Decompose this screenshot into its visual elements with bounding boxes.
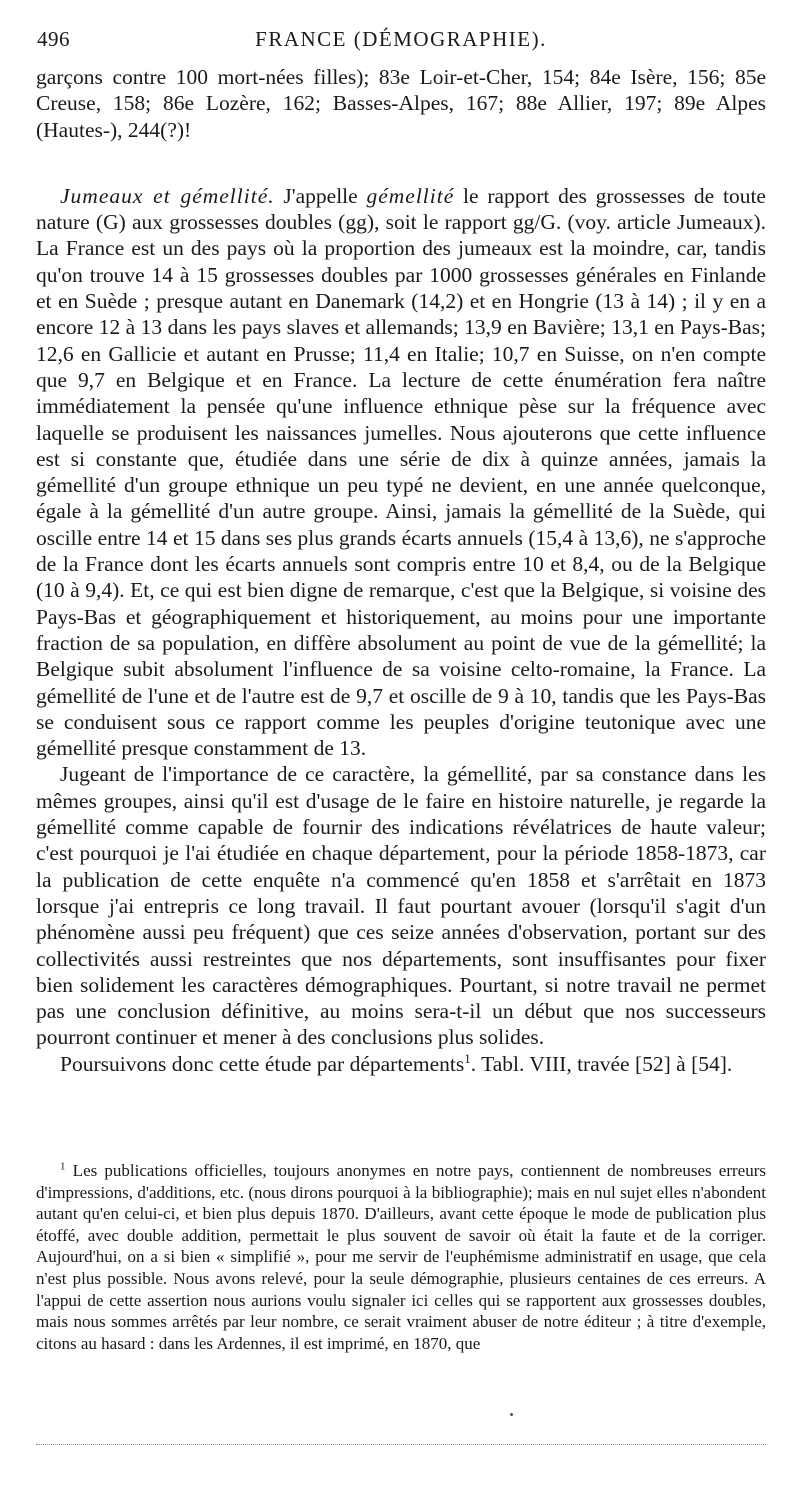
paragraph-text: Poursuivons donc cette étude par départements bbox=[60, 1051, 465, 1076]
body-text bbox=[36, 64, 766, 1077]
paragraph-gap bbox=[36, 143, 766, 183]
footnote-area bbox=[36, 1160, 766, 1354]
section-lead-heading: Jumeaux et gémellité. bbox=[60, 183, 275, 208]
running-title: FRANCE (DÉMOGRAPHIE). bbox=[255, 27, 547, 51]
page-number: 496 bbox=[37, 27, 70, 51]
paragraph-text: le rapport des grossesses de toute nature (G) aux grossesses doubles (gg), soit le rapport gg/G. (voy. article Jumeaux). La France est un des pays où la proportion des jumeaux est la moindre, car, tandis qu'on trouve 14 à 15 grossesses doubles par 1000 grossesses générales en Finlande et en Suède ; presque autant en Danemark (14,2) et en Hongrie (13 à 14) ; il y en a encore 12 à 13 dans les pays slaves et allemands; 13,9 en Bavière; 13,1 en Pays-Bas; 12,6 en Gallicie et autant en Prusse; 11,4 en Italie; 10,7 en Suisse, on n'en compte que 9,7 en Belgique et en France. La lecture de cette énumération fera naître immédiatement la pensée qu'une influence ethnique pèse sur la fréquence avec laquelle se produisent les naissances jumelles. Nous ajouterons que cette influence est si constante que, étudiée dans une série de dix à quinze années, jamais la gémellité d'un groupe ethnique un peu typé ne devient, en une année quelconque, égale à la gémellité d'un autre groupe. Ainsi, jamais la gémellité de la Suède, qui oscille entre 14 et 15 dans ses plus grands écarts annuels (15,4 à 13,6), ne s'approche de la France dont les écarts annuels sont compris entre 10 et 8,4, ou de la Belgique (10 à 9,4). Et, ce qui est bien digne de remarque, c'est que la Belgique, si voisine des Pays-Bas et géographiquement et historiquement, au moins pour une importante fraction de sa population, en diffère absolument au point de vue de la gémellité; la Belgique subit absolument l'influence de sa voisine celto-romaine, la France. La gémellité de l'une et de l'autre est de 9,7 et oscille de 9 à 10, tandis que les Pays-Bas se conduisent sous ce rapport comme les peuples d'origine teutonique avec une gémellité presque constamment de 13. bbox=[36, 183, 766, 761]
footnote-text: Les publications officielles, toujours anonymes en notre pays, contiennent de nombreuses erreurs d'impressions, d'additions, etc. (nous dirons pourquoi à la bibliographie); mais en nul sujet elles n'abondent autant qu'en celui-ci, et bien plus depuis 1870. D'ailleurs, avant cette époque le mode de publication plus étoffé, avec double addition, permettait le plus souvent de savoir où était la faute et de la corriger. Aujourd'hui, on a si bien « simplifié », pour me servir de l'euphémisme administratif en usage, que cela n'est plus possible. Nous avons relevé, pour la seule démographie, plusieurs centaines de ces erreurs. A l'appui de cette assertion nous aurions voulu signaler ici celles qui se rapportent aux grossesses doubles, mais nous sommes arrêtés par leur nombre, ce serait vraiment abuser de notre éditeur ; à titre d'exemple, citons au hasard : dans les Ardennes, il est imprimé, en 1870, que bbox=[36, 1161, 766, 1353]
footnote-reference: 1 bbox=[464, 1050, 471, 1066]
paragraph-text: J'appelle bbox=[274, 183, 367, 208]
paragraph-poursuivons bbox=[36, 1051, 766, 1077]
footnote bbox=[36, 1160, 766, 1354]
page-header bbox=[37, 27, 765, 61]
paragraph-jugeant: Jugeant de l'importance de ce caractère, la gémellité, par sa constance dans les mêmes groupes, ainsi qu'il est d'usage de le faire en histoire naturelle, je regarde la gémellité comme capable de fournir des indications révélatrices de haute valeur; c'est pourquoi je l'ai étudiée en chaque département, pour la période 1858-1873, car la publication de cette enquête n'a commencé qu'en 1858 et s'arrêtait en 1873 lorsque j'ai entrepris ce long travail. Il faut pourtant avouer (lorsqu'il s'agit d'un phénomène aussi peu fréquent) que ces seize années d'observation, portant sur des collectivités aussi restreintes que nos départements, sont insuffisantes pour fixer bien solidement les caractères démographiques. Pourtant, si notre travail ne permet pas une conclusion définitive, au moins sera-t-il un début que nos successeurs pourront continuer et mener à des conclusions plus solides. bbox=[36, 762, 766, 1050]
emphasized-term: gémellité bbox=[366, 183, 455, 208]
scan-speck bbox=[510, 1413, 513, 1416]
paragraph-jumeaux bbox=[36, 183, 766, 762]
footnote-mark: 1 bbox=[60, 1160, 66, 1173]
paragraph-continuation: garçons contre 100 mort-nées filles); 83e Loir-et-Cher, 154; 84e Isère, 156; 85e Creuse, 158; 86e Lozère, 162; Basses-Alpes, 167; 88e Allier, 197; 89e Alpes (Hautes-), 244(?)! bbox=[36, 65, 766, 142]
paragraph-text: . Tabl. VIII, travée [52] à [54]. bbox=[470, 1051, 733, 1076]
scan-rule-line bbox=[36, 1444, 766, 1445]
